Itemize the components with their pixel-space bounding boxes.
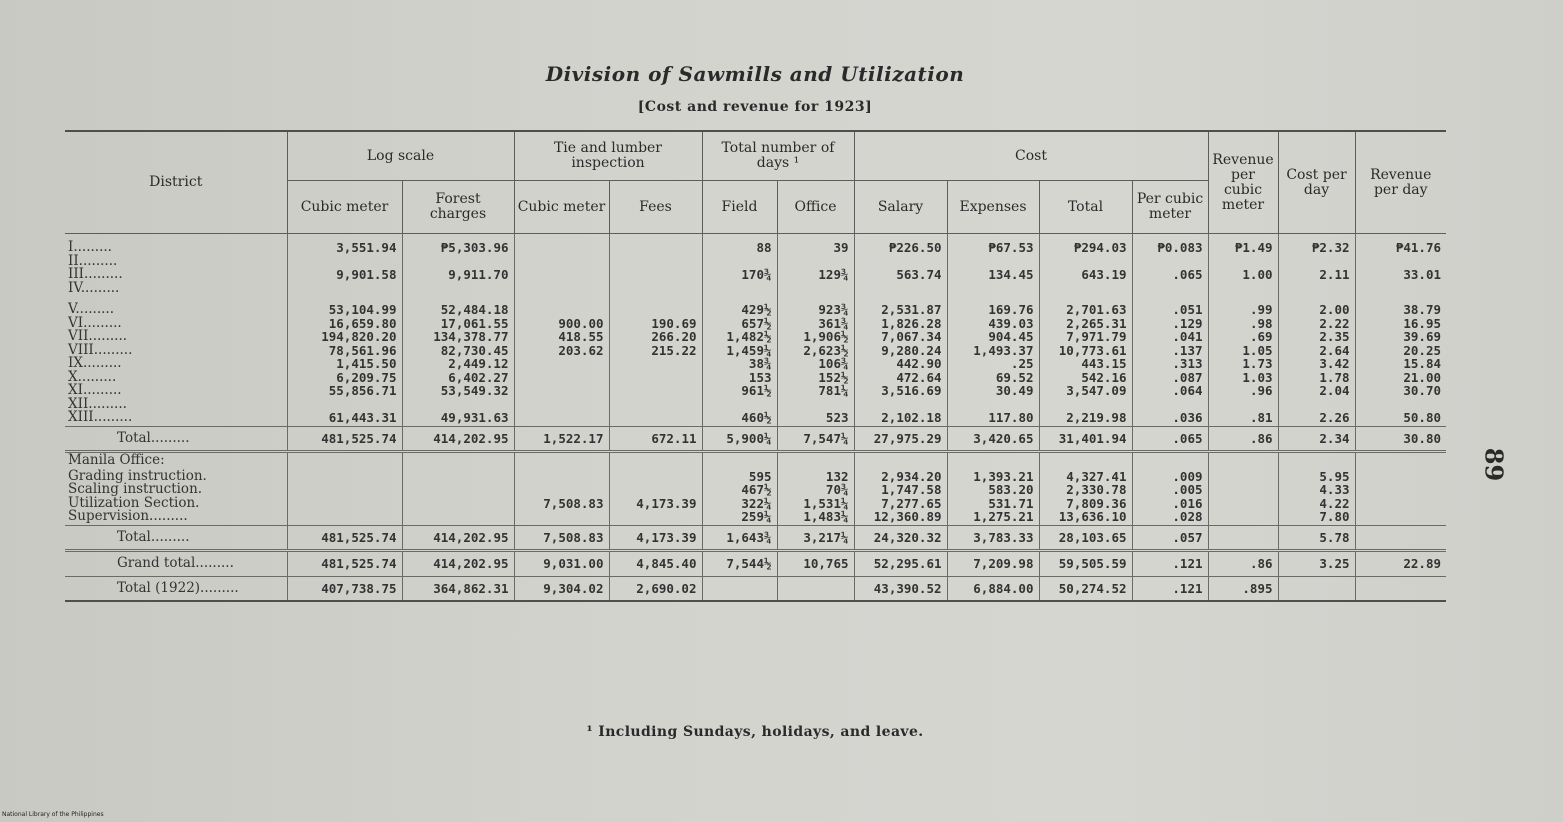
cell-fees: 4,845.40 xyxy=(609,551,702,577)
cell-cubic-meter: 481,525.74 xyxy=(287,426,402,452)
total-row-districts xyxy=(65,426,1446,452)
cell-cost-per-day: 5.78 xyxy=(1278,525,1355,551)
cell-expenses: ₱67.53 134.45 xyxy=(947,240,1039,296)
cell-office: 132 70¾ 1,531¼ 1,483¼ xyxy=(777,469,854,526)
cell-cost-per-day: 2.00 2.22 2.35 2.64 3.42 1.78 2.04 2.26 xyxy=(1278,302,1355,426)
page-title: Division of Sawmills and Utilization xyxy=(545,62,965,86)
cell-salary: 24,320.32 xyxy=(854,525,947,551)
cell-forest-charges: 414,202.95 xyxy=(402,426,514,452)
cell-revenue-per-cubic: .895 xyxy=(1208,576,1278,601)
cell-cost-per-day: 3.25 xyxy=(1278,551,1355,577)
cell-per-cubic: .051 .129 .041 .137 .313 .087 .064 .036 xyxy=(1132,302,1208,426)
header-per-cubic-meter: Per cubic meter xyxy=(1132,181,1208,234)
cell-revenue-per-cubic: .86 xyxy=(1208,551,1278,577)
cell-total: ₱294.03 643.19 xyxy=(1039,240,1132,296)
cell-tie-cubic-meter: 7,508.83 xyxy=(514,525,609,551)
header-revenue-per-day: Revenue per day xyxy=(1355,131,1446,234)
cell-cost-per-day xyxy=(1278,576,1355,601)
footnote: ¹ Including Sundays, holidays, and leave. xyxy=(586,724,924,740)
cell-salary: 2,934.20 1,747.58 7,277.65 12,360.89 xyxy=(854,469,947,526)
cell-field: 88 170¾ xyxy=(702,240,777,296)
cell-total: 50,274.52 xyxy=(1039,576,1132,601)
header-office: Office xyxy=(777,181,854,234)
cell-revenue-per-cubic: ₱1.49 1.00 xyxy=(1208,240,1278,296)
cell-per-cubic: .057 xyxy=(1132,525,1208,551)
cell-salary: 52,295.61 xyxy=(854,551,947,577)
cell-total: 28,103.65 xyxy=(1039,525,1132,551)
cell-cost-per-day: 2.34 xyxy=(1278,426,1355,452)
grand-total-row xyxy=(65,551,1446,577)
cell-revenue-per-cubic xyxy=(1208,525,1278,551)
cell-field xyxy=(702,576,777,601)
cell-revenue-per-day: 30.80 xyxy=(1355,426,1446,452)
cell-expenses: 3,783.33 xyxy=(947,525,1039,551)
total-1922-label: Total (1922)......... xyxy=(65,576,287,601)
cell-office: 923¾ 361¾ 1,906½ 2,623½ 106¾ 152½ 781¼ 523 xyxy=(777,302,854,426)
cell-office xyxy=(777,576,854,601)
cell-fees: 2,690.02 xyxy=(609,576,702,601)
header-log-scale: Log scale xyxy=(287,131,514,181)
cell-forest-charges: 52,484.18 17,061.55 134,378.77 82,730.45 2,449.12 6,402.27 53,549.32 49,931.63 xyxy=(402,302,514,426)
total-row-manila xyxy=(65,525,1446,551)
header-row-top xyxy=(65,131,1446,181)
cell-office: 7,547¼ xyxy=(777,426,854,452)
scan-credit: National Library of the Philippines xyxy=(2,811,104,818)
cell-fees: 190.69 266.20 215.22 xyxy=(609,302,702,426)
manila-office-heading: Manila Office: xyxy=(68,452,165,468)
cell-total: 2,701.63 2,265.31 7,971.79 10,773.61 443.15 542.16 3,547.09 2,219.98 xyxy=(1039,302,1132,426)
header-district: District xyxy=(65,131,287,234)
cell-revenue-per-day xyxy=(1355,469,1446,526)
cell-expenses: 169.76 439.03 904.45 1,493.37 .25 69.52 30.49 117.80 xyxy=(947,302,1039,426)
cell-forest-charges: ₱5,303.96 9,911.70 xyxy=(402,240,514,296)
cell-salary: 2,531.87 1,826.28 7,067.34 9,280.24 442.90 472.64 3,516.69 2,102.18 xyxy=(854,302,947,426)
cell-salary: ₱226.50 563.74 xyxy=(854,240,947,296)
cell-total: 4,327.41 2,330.78 7,809.36 13,636.10 xyxy=(1039,469,1132,526)
grand-total-label: Grand total......... xyxy=(65,551,287,577)
cell-office: 39 129¾ xyxy=(777,240,854,296)
header-field: Field xyxy=(702,181,777,234)
header-cost-per-day: Cost per day xyxy=(1278,131,1355,234)
cell-forest-charges: 364,862.31 xyxy=(402,576,514,601)
cell-revenue-per-day: 22.89 xyxy=(1355,551,1446,577)
cell-forest-charges: 414,202.95 xyxy=(402,551,514,577)
district-labels: V......... VI......... VII......... VIII......... IX......... X......... XI......... XII......... XIII......... xyxy=(68,302,133,425)
header-forest-charges: Forest charges xyxy=(402,181,514,234)
cell-revenue-per-day: 38.79 16.95 39.69 20.25 15.84 21.00 30.70 50.80 xyxy=(1355,302,1446,426)
cell-expenses: 6,884.00 xyxy=(947,576,1039,601)
cell-cubic-meter: 407,738.75 xyxy=(287,576,402,601)
cell-field: 429½ 657½ 1,482½ 1,459¼ 38¾ 153 961½ 460½ xyxy=(702,302,777,426)
total-label: Total......... xyxy=(65,426,287,452)
cell-per-cubic: .121 xyxy=(1132,551,1208,577)
cell-tie-cubic-meter: 900.00 418.55 203.62 xyxy=(514,302,609,426)
cell-tie-cubic-meter: 9,031.00 xyxy=(514,551,609,577)
header-cubic-meter: Cubic meter xyxy=(287,181,402,234)
header-cost: Cost xyxy=(854,131,1208,181)
cell-revenue-per-day: ₱41.76 33.01 xyxy=(1355,240,1446,296)
cell-tie-cubic-meter: 7,508.83 xyxy=(514,469,609,526)
cell-cubic-meter: 481,525.74 xyxy=(287,525,402,551)
cell-cubic-meter: 53,104.99 16,659.80 194,820.20 78,561.96 1,415.50 6,209.75 55,856.71 61,443.31 xyxy=(287,302,402,426)
total-1922-row xyxy=(65,576,1446,601)
district-rows-v-xiii xyxy=(65,302,1446,426)
cell-cubic-meter: 3,551.94 9,901.58 xyxy=(287,240,402,296)
cell-field: 7,544½ xyxy=(702,551,777,577)
cell-salary: 27,975.29 xyxy=(854,426,947,452)
cell-fees: 4,173.39 xyxy=(609,469,702,526)
cost-revenue-table xyxy=(65,130,1446,602)
manila-office-heading-row xyxy=(65,452,1446,469)
cell-revenue-per-cubic xyxy=(1208,469,1278,526)
header-salary: Salary xyxy=(854,181,947,234)
cell-tie-cubic-meter: 9,304.02 xyxy=(514,576,609,601)
cell-expenses: 1,393.21 583.20 531.71 1,275.21 xyxy=(947,469,1039,526)
cell-per-cubic: ₱0.083 .065 xyxy=(1132,240,1208,296)
cell-expenses: 3,420.65 xyxy=(947,426,1039,452)
header-revenue-per-cubic: Revenue per cubic meter xyxy=(1208,131,1278,234)
header-expenses: Expenses xyxy=(947,181,1039,234)
cell-fees: 4,173.39 xyxy=(609,525,702,551)
district-labels: I......... II......... III......... IV......... xyxy=(68,240,123,296)
cell-salary: 43,390.52 xyxy=(854,576,947,601)
cell-expenses: 7,209.98 xyxy=(947,551,1039,577)
page-subtitle: [Cost and revenue for 1923] xyxy=(637,99,873,115)
cell-fees xyxy=(609,240,702,296)
cell-office: 3,217¼ xyxy=(777,525,854,551)
cell-revenue-per-day xyxy=(1355,576,1446,601)
cell-total: 31,401.94 xyxy=(1039,426,1132,452)
cell-field: 5,900¼ xyxy=(702,426,777,452)
cell-office: 10,765 xyxy=(777,551,854,577)
district-rows-i-iv xyxy=(65,240,1446,296)
cell-revenue-per-day xyxy=(1355,525,1446,551)
cell-forest-charges: 414,202.95 xyxy=(402,525,514,551)
cell-field: 1,643¾ xyxy=(702,525,777,551)
header-total-days: Total number of days ¹ xyxy=(702,131,854,181)
cell-field: 595 467½ 322¼ 259¼ xyxy=(702,469,777,526)
header-total: Total xyxy=(1039,181,1132,234)
cell-tie-cubic-meter xyxy=(514,240,609,296)
cell-cost-per-day: 5.95 4.33 4.22 7.80 xyxy=(1278,469,1355,526)
header-tie-cubic-meter: Cubic meter xyxy=(514,181,609,234)
manila-office-rows xyxy=(65,469,1446,526)
cell-revenue-per-cubic: .99 .98 .69 1.05 1.73 1.03 .96 .81 xyxy=(1208,302,1278,426)
total-label: Total......... xyxy=(65,525,287,551)
cell-total: 59,505.59 xyxy=(1039,551,1132,577)
cell-fees: 672.11 xyxy=(609,426,702,452)
cell-cubic-meter xyxy=(287,469,402,526)
cell-tie-cubic-meter: 1,522.17 xyxy=(514,426,609,452)
cell-per-cubic: .009 .005 .016 .028 xyxy=(1132,469,1208,526)
header-fees: Fees xyxy=(609,181,702,234)
manila-labels: Grading instruction. Scaling instruction. Utilization Section. Supervision......... xyxy=(68,468,207,524)
cell-cost-per-day: ₱2.32 2.11 xyxy=(1278,240,1355,296)
cell-revenue-per-cubic: .86 xyxy=(1208,426,1278,452)
cell-per-cubic: .121 xyxy=(1132,576,1208,601)
cell-forest-charges xyxy=(402,469,514,526)
header-tie-lumber: Tie and lumber inspection xyxy=(514,131,702,181)
cell-cubic-meter: 481,525.74 xyxy=(287,551,402,577)
page-number: 89 xyxy=(1479,447,1509,482)
cell-per-cubic: .065 xyxy=(1132,426,1208,452)
